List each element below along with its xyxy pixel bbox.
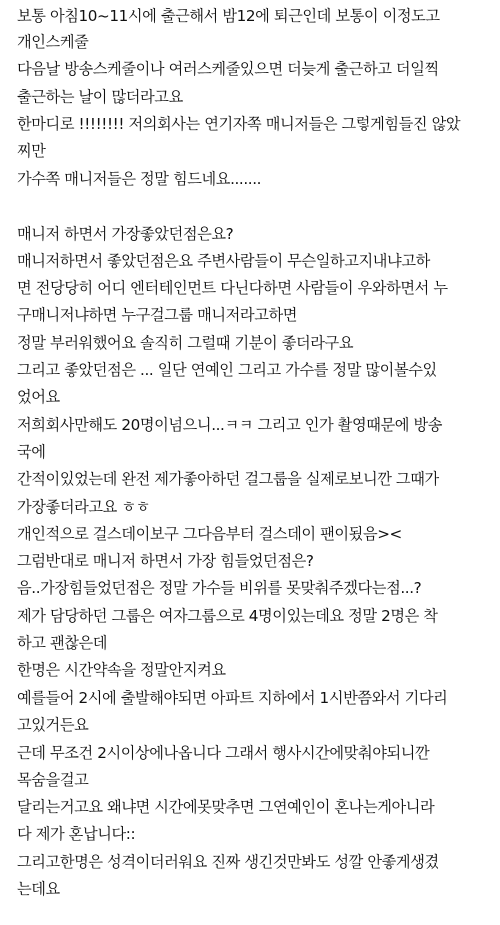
text-line: 었어요 bbox=[17, 388, 60, 406]
text-line: 고있거든요 bbox=[17, 716, 89, 734]
text-line: 가수쪽 매니저들은 정말 힘드네요....... bbox=[17, 170, 262, 188]
text-line: 목숨을걸고 bbox=[17, 771, 89, 789]
text-line: 가장좋더라고요 ㅎㅎ bbox=[17, 498, 150, 516]
text-line: 정말 부러워했어요 솔직히 그럴때 기분이 좋더라구요 bbox=[17, 334, 354, 352]
text-line: 그럼반대로 매니저 하면서 가장 힘들었던점은? bbox=[17, 552, 314, 570]
text-line: 개인스케줄 bbox=[17, 33, 89, 51]
text-line: 근데 무조건 2시이상에나옵니다 그래서 행사시간에맞춰야되니깐 bbox=[17, 744, 430, 762]
text-line: 음..가장힘들었던점은 정말 가수들 비위를 못맞춰주겠다는점...? bbox=[17, 579, 422, 597]
text-line: 보통 아침10~11시에 출근해서 밤12에 퇴근인데 보통이 이정도고 bbox=[17, 7, 440, 25]
text-line: 국에 bbox=[17, 443, 46, 461]
text-line: 매니저 하면서 가장좋았던점은요? bbox=[17, 225, 234, 243]
text-line: 그리고 좋았던점은 ... 일단 연예인 그리고 가수를 정말 많이볼수있 bbox=[17, 361, 437, 379]
text-line: 달리는거고요 왜냐면 시간에못맞추면 그연예인이 혼나는게아니라 bbox=[17, 798, 435, 816]
text-line: 개인적으로 걸스데이보구 그다음부터 걸스데이 팬이됬음>< bbox=[17, 525, 402, 543]
text-line: 한마디로 !!!!!!!! 저의회사는 연기자쪽 매니저들은 그렇게힘들진 않았 bbox=[17, 115, 461, 133]
text-line: 예를들어 2시에 출발해야되면 아파트 지하에서 1시반쯤와서 기다리 bbox=[17, 689, 448, 707]
text-line: 제가 담당하던 그룹은 여자그룹으로 4명이있는데요 정말 2명은 착 bbox=[17, 607, 438, 625]
text-line: 출근하는 날이 많더라고요 bbox=[17, 88, 183, 106]
text-line: 하고 괜찮은데 bbox=[17, 634, 108, 652]
text-line: 간적이있었는데 완전 제가좋아하던 걸그룹을 실제로보니깐 그때가 bbox=[17, 470, 439, 488]
text-line: 찌만 bbox=[17, 142, 46, 160]
text-line: 는데요 bbox=[17, 880, 60, 898]
text-line: 한명은 시간약속을 정말안지켜요 bbox=[17, 661, 226, 679]
text-line: 구매니저냐하면 누구걸그룹 매니저라고하면 bbox=[17, 306, 298, 324]
text-line: 매니저하면서 좋았던점은요 주변사람들이 무슨일하고지내냐고하 bbox=[17, 252, 430, 270]
text-line: 다 제가 혼납니다:: bbox=[17, 825, 136, 843]
text-line: 면 전당당히 어디 엔터테인먼트 다닌다하면 사람들이 우와하면서 누 bbox=[17, 279, 448, 297]
text-line: 다음날 방송스케줄이나 여러스케줄있으면 더늦게 출근하고 더일찍 bbox=[17, 60, 439, 78]
text-line: 저희회사만해도 20명이넘으니...ㅋㅋ 그리고 인가 촬영때문에 방송 bbox=[17, 416, 442, 434]
text-line: 그리고한명은 성격이더러워요 진짜 생긴것만봐도 성깔 안좋게생겼 bbox=[17, 853, 439, 871]
